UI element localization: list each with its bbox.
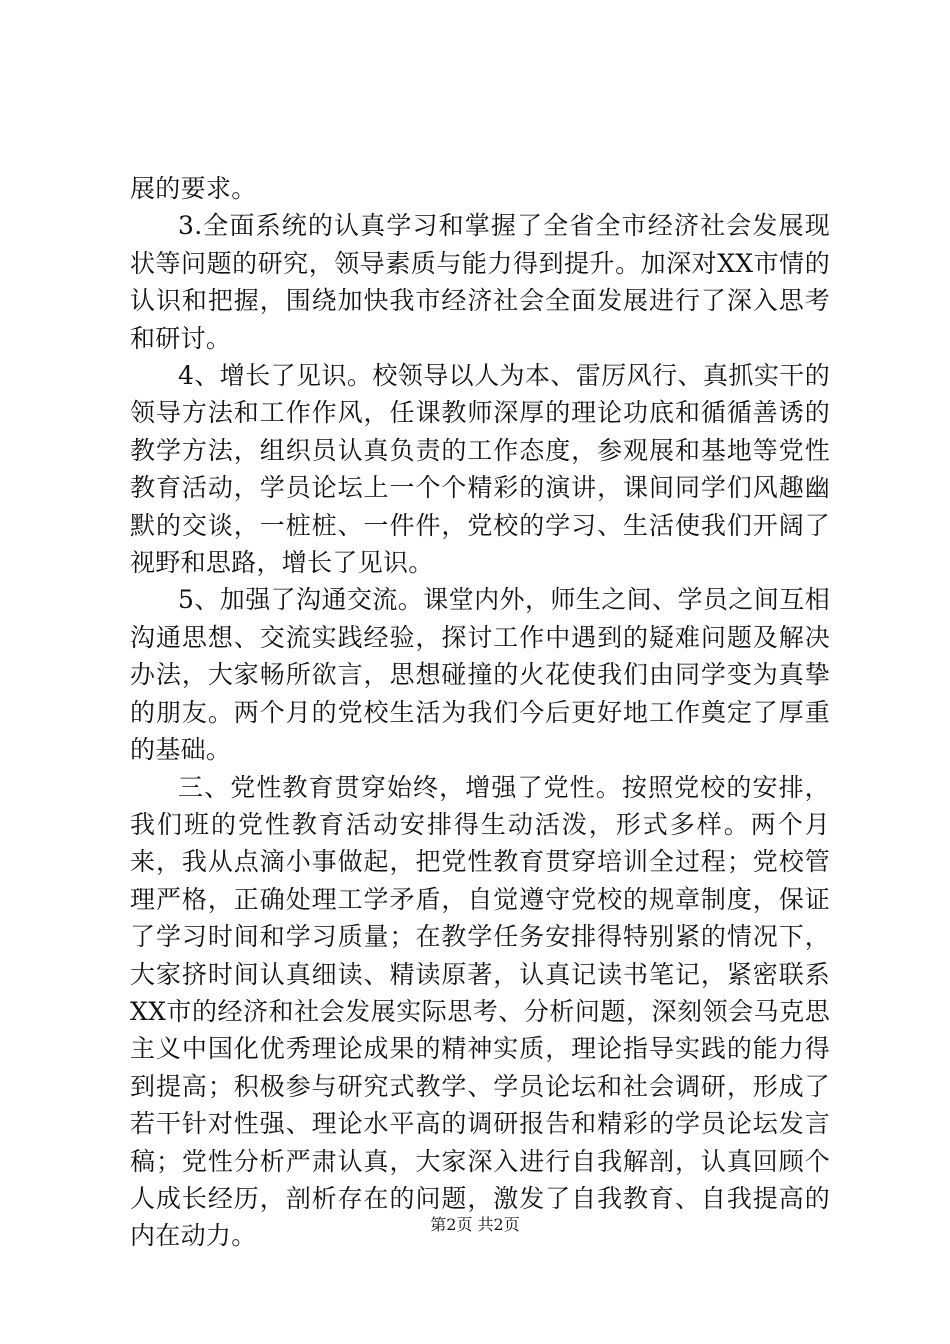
document-body	[130, 170, 830, 1255]
paragraph-item-5: 5、加强了沟通交流。课堂内外，师生之间、学员之间互相沟通思想、交流实践经验，探讨工作中遇到的疑难问题及解决办法，大家畅所欲言，思想碰撞的火花使我们由同学变为真挚的朋友。两个月的党校生活为我们今后更好地工作奠定了厚重的基础。	[130, 585, 830, 765]
page-footer: 第2页 共2页	[430, 1215, 520, 1234]
paragraph-section-3: 三、党性教育贯穿始终，增强了党性。按照党校的安排，我们班的党性教育活动安排得生动活泼，形式多样。两个月来，我从点滴小事做起，把党性教育贯穿培训全过程；党校管理严格，正确处理工学矛盾，自觉遵守党校的规章制度，保证了学习时间和学习质量；在教学任务安排得特别紧的情况下，大家挤时间认真细读、精读原著，认真记读书笔记，紧密联系XX市的经济和社会发展实际思考、分析问题，深刻领会马克思主义中国化优秀理论成果的精神实质，理论指导实践的能力得到提高；积极参与研究式教学、学员论坛和社会调研，形成了若干针对性强、理论水平高的调研报告和精彩的学员论坛发言稿；党性分析严肃认真，大家深入进行自我解剖，认真回顾个人成长经历，剖析存在的问题，激发了自我教育、自我提高的内在动力。	[130, 772, 830, 1251]
paragraph-item-3: 3.全面系统的认真学习和掌握了全省全市经济社会发展现状等问题的研究，领导素质与能力得到提升。加深对XX市情的认识和把握，围绕加快我市经济社会全面发展进行了深入思考和研讨。	[130, 211, 830, 353]
paragraph-item-4: 4、增长了见识。校领导以人为本、雷厉风行、真抓实干的领导方法和工作作风，任课教师深厚的理论功底和循循善诱的教学方法，组织员认真负责的工作态度，参观展和基地等党性教育活动，学员论坛上一个个精彩的演讲，课间同学们风趣幽默的交谈，一桩桩、一件件，党校的学习、生活使我们开阔了视野和思路，增长了见识。	[130, 361, 830, 578]
paragraph-continuation: 展的要求。	[130, 174, 257, 203]
